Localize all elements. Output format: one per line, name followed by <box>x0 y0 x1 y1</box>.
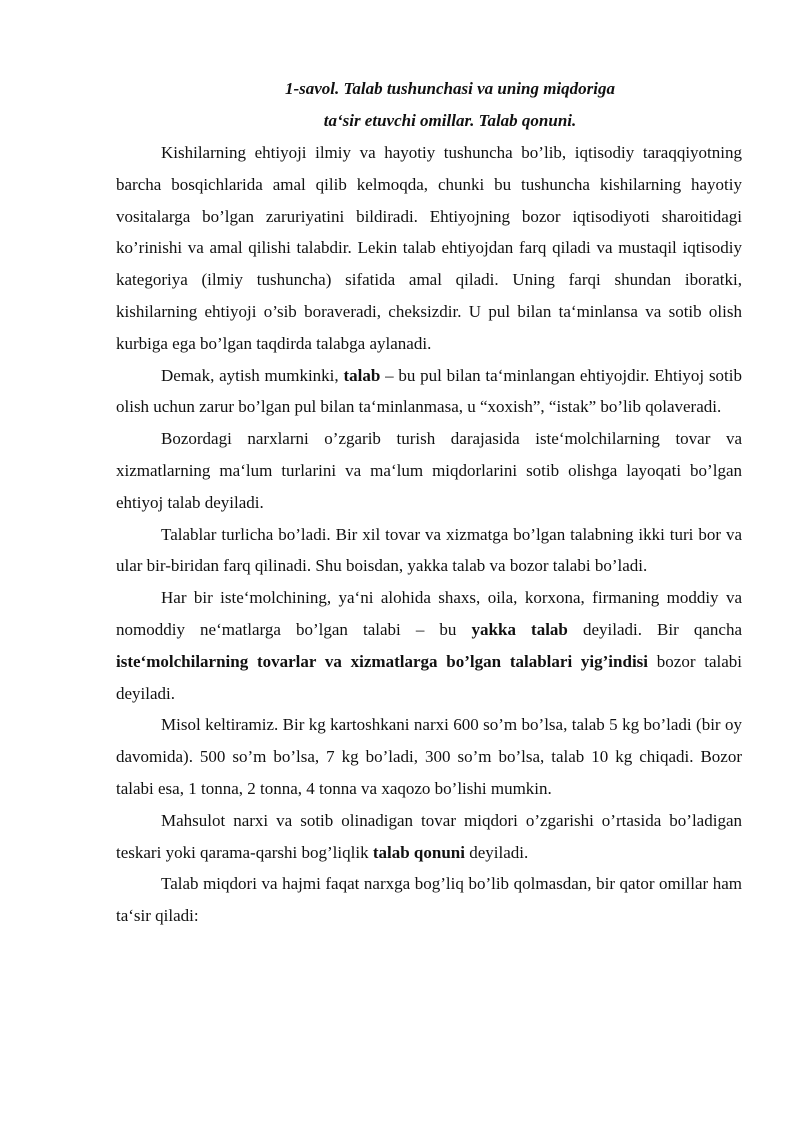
term-bozor-talabi-definition: iste‘molchilarning tovarlar va xizmatlarga bo’lgan talablari yig’indisi <box>116 651 649 671</box>
paragraph-8: Talab miqdori va hajmi faqat narxga bog’liq bo’lib qolmasdan, bir qator omillar ham ta‘sir qiladi: <box>116 874 742 926</box>
paragraph-2: Demak, aytish mumkinki, talab – bu pul bilan ta‘minlangan ehtiyojdir. Ehtiyoj sotib olish uchun zarur bo’lgan pul bilan ta‘minlanmasa, u “xoxish”, “istak” bo’lib qolaveradi. <box>116 365 743 417</box>
section-title-line-2: ta‘sir etuvchi omillar. Talab qonuni. <box>323 111 577 130</box>
paragraph-7: Mahsulot narxi va sotib olinadigan tovar miqdori o’zgarishi o’rtasida bo’ladigan teskari yoki qarama-qarshi bog’liqlik talab qonuni deyiladi. <box>116 810 742 862</box>
term-talab-qonuni: talab qonuni <box>372 842 465 862</box>
paragraph-3: Bozordagi narxlarni o’zgarib turish darajasida iste‘molchilarning tovar va xizmatlarning ma‘lum turlarini va ma‘lum miqdorlarini sotib olishga layoqati bo’lgan ehtiyoj talab deyiladi. <box>116 429 742 512</box>
document-page <box>116 73 742 932</box>
paragraph-4: Talablar turlicha bo’ladi. Bir xil tovar va xizmatga bo’lgan talabning ikki turi bor va ular bir-biridan farq qilinadi. Shu boisdan, yakka talab va bozor talabi bo’ladi. <box>116 524 742 576</box>
section-title-line-1: 1-savol. Talab tushunchasi va uning miqdoriga <box>284 79 615 98</box>
section-title <box>116 73 742 137</box>
paragraph-6: Misol keltiramiz. Bir kg kartoshkani narxi 600 so’m bo’lsa, talab 5 kg bo’ladi (bir oy davomida). 500 so’m bo’lsa, 7 kg bo’ladi, 300 so’m bo’lsa, talab 10 kg chiqadi. Bozor talabi esa, 1 tonna, 2 tonna, 4 tonna va xaqozo bo’lishi mumkin. <box>116 715 742 798</box>
paragraph-5: Har bir iste‘molchining, ya‘ni alohida shaxs, oila, korxona, firmaning moddiy va nomoddiy ne‘matlarga bo’lgan talabi – bu yakka talab deyiladi. Bir qancha iste‘molchilarning tovarlar va xizmatlarga bo’lgan talablari yig’indisi bozor talabi deyiladi. <box>116 588 743 703</box>
term-yakka-talab: yakka talab <box>471 619 568 639</box>
term-talab: talab <box>343 365 381 385</box>
paragraph-1: Kishilarning ehtiyoji ilmiy va hayotiy tushuncha bo’lib, iqtisodiy taraqqiyotning barcha bosqichlarida amal qilib kelmoqda, chunki bu tushuncha kishilarning hayotiy vositalarga bo’lgan zaruriyatini bildiradi. Ehtiyojning bozor iqtisodiyoti sharoitidagi ko’rinishi va amal qilishi talabdir. Lekin talab ehtiyojdan farq qiladi va mustaqil iqtisodiy kategoriya (ilmiy tushuncha) sifatida amal qiladi. Uning farqi shundan iboratki, kishilarning ehtiyoji o’sib boraveradi, cheksizdir. U pul bilan ta‘minlansa va sotib olish kurbiga ega bo’lgan taqdirda talabga aylanadi. <box>116 143 742 353</box>
